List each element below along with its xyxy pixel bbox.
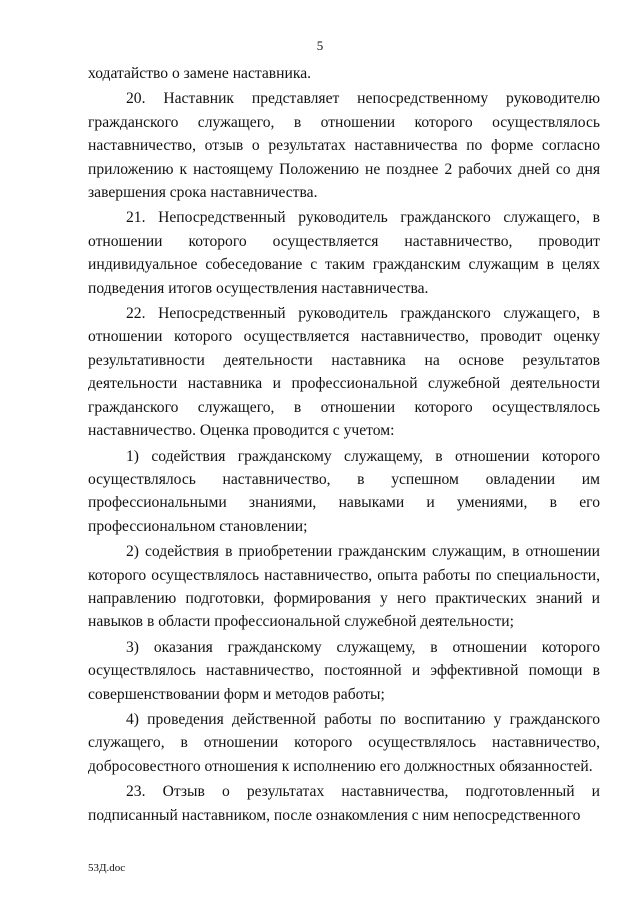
- paragraph-22: 22. Непосредственный руководитель гражданского служащего, в отношении которого осуществляется наставничество, проводит оценку результативности деятельности наставника на основе результатов деятельности наставника и профессиональной служебной деятельности гражданского служащего, в отношении которого осуществлялось наставничество. Оценка проводится с учетом:: [88, 305, 600, 440]
- footer-filename: 53Д.doc: [88, 862, 126, 874]
- page-number: 5: [316, 38, 324, 53]
- list-item-3: 3) оказания гражданскому служащему, в отношении которого осуществлялось наставничество, постоянной и эффективной помощи в совершенствовании форм и методов работы;: [88, 638, 600, 703]
- document-body: [88, 62, 600, 829]
- paragraph-21: 21. Непосредственный руководитель гражданского служащего, в отношении которого осуществляется наставничество, проводит индивидуальное собеседование с таким гражданским служащим в целях подведения итогов осуществления наставничества.: [88, 209, 600, 297]
- paragraph-continuation: ходатайство о замене наставника.: [88, 65, 312, 82]
- list-item-1: 1) содействия гражданскому служащему, в отношении которого осуществлялось наставничество, в успешном овладении им профессиональными знаниями, навыками и умениями, в его профессиональном становлении;: [88, 447, 600, 535]
- list-item-2: 2) содействия в приобретении гражданским служащим, в отношении которого осуществлялось наставничество, опыта работы по специальности, направлению подготовки, формирования у него практических знаний и навыков в области профессиональной служебной деятельности;: [88, 543, 600, 631]
- paragraph-20: 20. Наставник представляет непосредственному руководителю гражданского служащего, в отношении которого осуществлялось наставничество, отзыв о результатах наставничества по форме согласно приложению к настоящему Положению не позднее 2 рабочих дней со дня завершения срока наставничества.: [88, 90, 600, 202]
- paragraph-23: 23. Отзыв о результатах наставничества, подготовленный и подписанный наставником, после ознакомления с ним непосредственного: [88, 783, 600, 824]
- list-item-4: 4) проведения действенной работы по воспитанию у гражданского служащего, в отношении которого осуществлялось наставничество, добросовестного отношения к исполнению его должностных обязанностей.: [88, 710, 600, 775]
